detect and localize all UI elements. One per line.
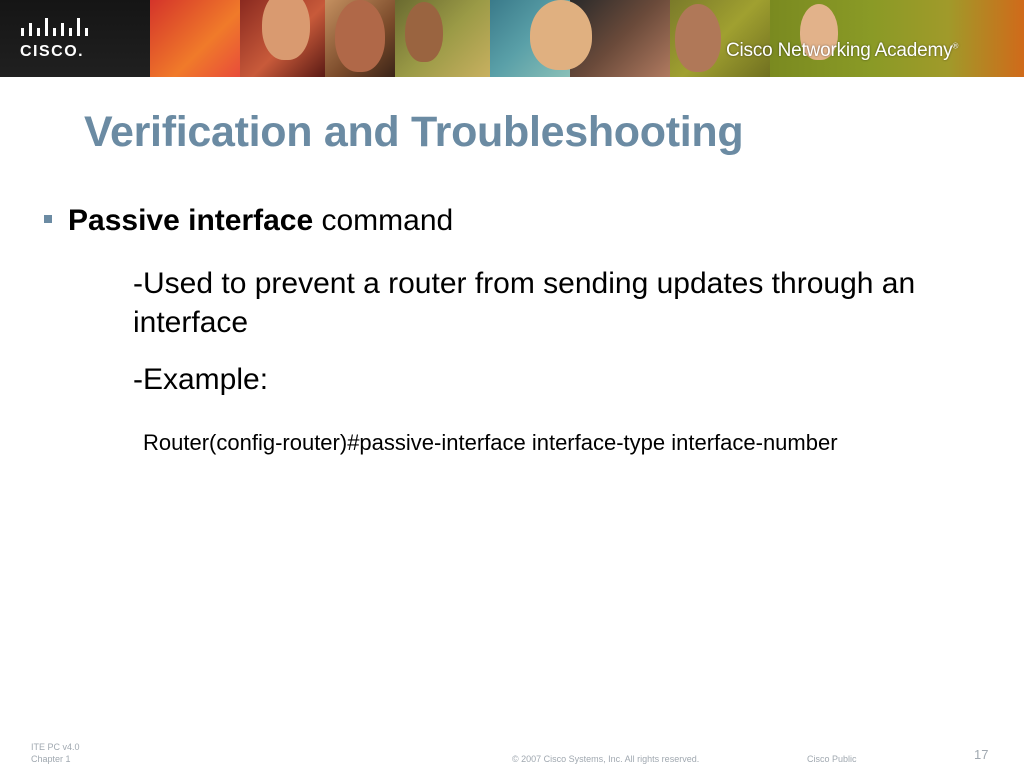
- footer-copyright: © 2007 Cisco Systems, Inc. All rights reserved.: [512, 754, 700, 764]
- command-syntax: Router(config-router)#passive-interface interface-type interface-number: [143, 430, 838, 455]
- header-banner: [0, 0, 1024, 77]
- footer-course: ITE PC v4.0: [31, 742, 80, 752]
- footer-chapter: Chapter 1: [31, 754, 71, 764]
- cisco-logo: [20, 18, 92, 60]
- banner-photo-strip: [0, 0, 1024, 77]
- page-number: 17: [974, 747, 989, 762]
- sub-point-example: -Example:: [133, 363, 269, 396]
- bullet-square-icon: [44, 215, 52, 223]
- bullet-bold-text: Passive interface: [68, 204, 314, 237]
- bullet-text: command: [313, 204, 454, 237]
- cisco-logo-text: CISCO.: [20, 43, 85, 60]
- sub-point-description: -Used to prevent a router from sending updates through an interface: [133, 267, 916, 339]
- footer-classification: Cisco Public: [807, 754, 857, 764]
- banner-photo-face: [675, 4, 721, 72]
- bullet-point: [68, 204, 453, 238]
- slide-title: Verification and Troubleshooting: [84, 108, 744, 156]
- banner-photo-face: [262, 0, 310, 60]
- banner-photo-face: [405, 2, 443, 62]
- academy-logo-text: Cisco Networking Academy®: [726, 40, 959, 61]
- banner-photo-face: [335, 0, 385, 72]
- banner-photo-face: [530, 0, 592, 70]
